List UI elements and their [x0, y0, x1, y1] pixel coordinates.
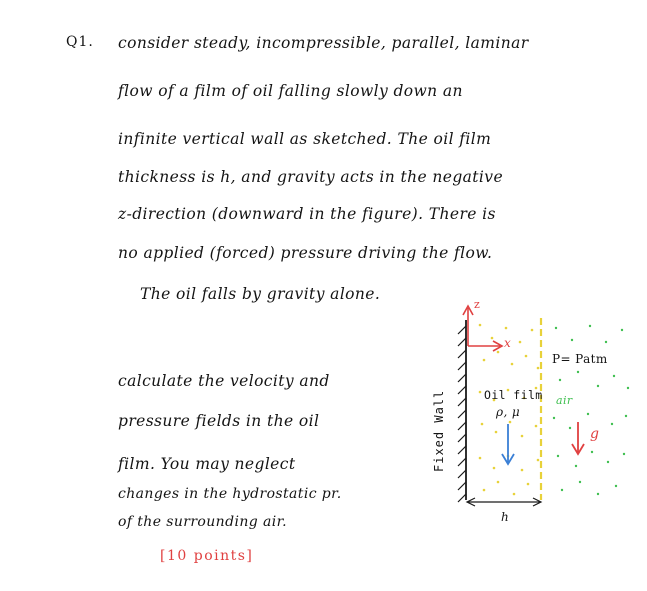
z-axis-label: z	[474, 298, 481, 311]
question-line-6: no applied (forced) pressure driving the flow.	[118, 244, 493, 262]
task-line-5: of the surrounding air.	[118, 514, 287, 530]
task-line-3: film. You may neglect	[118, 455, 296, 473]
question-line-1: consider steady, incompressible, parallel, laminar	[118, 34, 529, 52]
film-label: Oil film	[484, 388, 543, 402]
film-properties-label: ρ, μ	[496, 405, 521, 419]
question-line-4: thickness is h, and gravity acts in the negative	[118, 168, 504, 186]
question-line-2: flow of a film of oil falling slowly down an	[118, 82, 463, 100]
pressure-label: P= Patm	[552, 352, 608, 366]
air-dots	[553, 325, 629, 495]
air-label: air	[556, 394, 573, 407]
task-line-1: calculate the velocity and	[118, 372, 330, 390]
x-axis-label: x	[504, 336, 512, 350]
points-label: [10 points]	[160, 548, 254, 564]
question-line-3: infinite vertical wall as sketched. The oil film	[118, 130, 492, 148]
task-line-4: changes in the hydrostatic pr.	[118, 486, 342, 502]
wall-label: Fixed Wall	[432, 389, 446, 472]
question-line-7: The oil falls by gravity alone.	[140, 285, 381, 303]
question-line-5: z-direction (downward in the figure). There is	[118, 205, 496, 223]
task-line-2: pressure fields in the oil	[118, 412, 320, 430]
gravity-label: g	[590, 426, 600, 442]
wall-hatching	[458, 326, 466, 502]
thickness-label: h	[501, 510, 510, 524]
question-number: Q1.	[66, 34, 94, 50]
